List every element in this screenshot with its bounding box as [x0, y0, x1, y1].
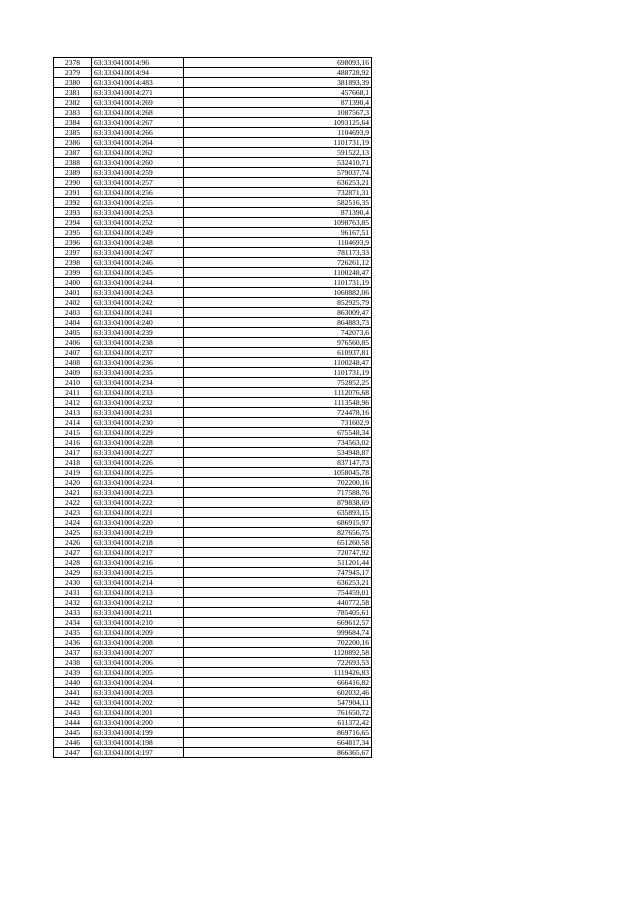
row-number-cell: 2380 [54, 78, 92, 88]
cadastral-number-cell: 63:33:0410014:268 [92, 108, 184, 118]
table-row [54, 688, 372, 698]
cadastral-value-cell: 732871,31 [184, 188, 372, 198]
row-number-cell: 2394 [54, 218, 92, 228]
row-number-cell: 2432 [54, 598, 92, 608]
cadastral-value-cell: 1104693,9 [184, 238, 372, 248]
cadastral-value-cell: 635893,15 [184, 508, 372, 518]
cadastral-number-cell: 63:33:0410014:233 [92, 388, 184, 398]
cadastral-value-cell: 579037,74 [184, 168, 372, 178]
table-row [54, 748, 372, 758]
cadastral-value-cell: 742073,6 [184, 328, 372, 338]
cadastral-number-cell: 63:33:0410014:255 [92, 198, 184, 208]
cadastral-value-cell: 827656,75 [184, 528, 372, 538]
table-row [54, 458, 372, 468]
cadastral-value-cell: 610937,81 [184, 348, 372, 358]
row-number-cell: 2378 [54, 58, 92, 68]
table-row [54, 418, 372, 428]
cadastral-value-cell: 871390,4 [184, 98, 372, 108]
cadastral-value-cell: 866365,67 [184, 748, 372, 758]
table-row [54, 178, 372, 188]
table-row [54, 98, 372, 108]
cadastral-value-cell: 1058045,78 [184, 468, 372, 478]
table-row [54, 548, 372, 558]
cadastral-value-cell: 752852,25 [184, 378, 372, 388]
cadastral-value-cell: 611372,42 [184, 718, 372, 728]
row-number-cell: 2384 [54, 118, 92, 128]
cadastral-value-cell: 717588,76 [184, 488, 372, 498]
row-number-cell: 2407 [54, 348, 92, 358]
cadastral-number-cell: 63:33:0410014:198 [92, 738, 184, 748]
table-body [54, 58, 372, 758]
row-number-cell: 2406 [54, 338, 92, 348]
cadastral-number-cell: 63:33:0410014:203 [92, 688, 184, 698]
cadastral-value-cell: 837147,73 [184, 458, 372, 468]
row-number-cell: 2440 [54, 678, 92, 688]
table-row [54, 158, 372, 168]
cadastral-number-cell: 63:33:0410014:215 [92, 568, 184, 578]
cadastral-number-cell: 63:33:0410014:234 [92, 378, 184, 388]
cadastral-value-cell: 722693,53 [184, 658, 372, 668]
row-number-cell: 2392 [54, 198, 92, 208]
table-row [54, 78, 372, 88]
cadastral-number-cell: 63:33:0410014:200 [92, 718, 184, 728]
table-row [54, 288, 372, 298]
row-number-cell: 2418 [54, 458, 92, 468]
cadastral-number-cell: 63:33:0410014:223 [92, 488, 184, 498]
table-row [54, 118, 372, 128]
row-number-cell: 2402 [54, 298, 92, 308]
cadastral-value-cell: 651260,58 [184, 538, 372, 548]
cadastral-number-cell: 63:33:0410014:256 [92, 188, 184, 198]
cadastral-number-cell: 63:33:0410014:230 [92, 418, 184, 428]
table-row [54, 718, 372, 728]
cadastral-number-cell: 63:33:0410014:199 [92, 728, 184, 738]
cadastral-value-cell: 534948,87 [184, 448, 372, 458]
row-number-cell: 2381 [54, 88, 92, 98]
cadastral-number-cell: 63:33:0410014:208 [92, 638, 184, 648]
cadastral-number-cell: 63:33:0410014:257 [92, 178, 184, 188]
cadastral-value-cell: 785405,61 [184, 608, 372, 618]
cadastral-number-cell: 63:33:0410014:252 [92, 218, 184, 228]
cadastral-number-cell: 63:33:0410014:239 [92, 328, 184, 338]
cadastral-value-cell: 754459,01 [184, 588, 372, 598]
cadastral-number-cell: 63:33:0410014:218 [92, 538, 184, 548]
row-number-cell: 2421 [54, 488, 92, 498]
cadastral-number-cell: 63:33:0410014:241 [92, 308, 184, 318]
cadastral-value-cell: 761650,72 [184, 708, 372, 718]
cadastral-value-cell: 1120892,58 [184, 648, 372, 658]
cadastral-number-cell: 63:33:0410014:483 [92, 78, 184, 88]
cadastral-value-cell: 852925,79 [184, 298, 372, 308]
cadastral-number-cell: 63:33:0410014:238 [92, 338, 184, 348]
cadastral-value-cell: 1112076,68 [184, 388, 372, 398]
row-number-cell: 2422 [54, 498, 92, 508]
row-number-cell: 2426 [54, 538, 92, 548]
row-number-cell: 2400 [54, 278, 92, 288]
row-number-cell: 2443 [54, 708, 92, 718]
cadastral-number-cell: 63:33:0410014:247 [92, 248, 184, 258]
table-row [54, 148, 372, 158]
row-number-cell: 2379 [54, 68, 92, 78]
row-number-cell: 2414 [54, 418, 92, 428]
row-number-cell: 2408 [54, 358, 92, 368]
table-row [54, 278, 372, 288]
table-row [54, 578, 372, 588]
row-number-cell: 2405 [54, 328, 92, 338]
table-row [54, 58, 372, 68]
row-number-cell: 2397 [54, 248, 92, 258]
cadastral-number-cell: 63:33:0410014:206 [92, 658, 184, 668]
table-row [54, 618, 372, 628]
cadastral-number-cell: 63:33:0410014:269 [92, 98, 184, 108]
cadastral-value-cell: 698093,16 [184, 58, 372, 68]
cadastral-value-cell: 747945,17 [184, 568, 372, 578]
row-number-cell: 2383 [54, 108, 92, 118]
cadastral-value-cell: 879838,69 [184, 498, 372, 508]
cadastral-number-cell: 63:33:0410014:249 [92, 228, 184, 238]
cadastral-number-cell: 63:33:0410014:248 [92, 238, 184, 248]
row-number-cell: 2398 [54, 258, 92, 268]
cadastral-number-cell: 63:33:0410014:228 [92, 438, 184, 448]
cadastral-number-cell: 63:33:0410014:94 [92, 68, 184, 78]
cadastral-number-cell: 63:33:0410014:259 [92, 168, 184, 178]
cadastral-number-cell: 63:33:0410014:267 [92, 118, 184, 128]
row-number-cell: 2390 [54, 178, 92, 188]
table-row [54, 188, 372, 198]
cadastral-number-cell: 63:33:0410014:217 [92, 548, 184, 558]
row-number-cell: 2415 [54, 428, 92, 438]
cadastral-value-cell: 734563,02 [184, 438, 372, 448]
row-number-cell: 2391 [54, 188, 92, 198]
table-row [54, 268, 372, 278]
row-number-cell: 2410 [54, 378, 92, 388]
table-row [54, 498, 372, 508]
cadastral-number-cell: 63:33:0410014:235 [92, 368, 184, 378]
cadastral-value-cell: 863009,47 [184, 308, 372, 318]
cadastral-number-cell: 63:33:0410014:216 [92, 558, 184, 568]
cadastral-value-cell: 591522,13 [184, 148, 372, 158]
cadastral-value-cell: 1104693,9 [184, 128, 372, 138]
cadastral-number-cell: 63:33:0410014:227 [92, 448, 184, 458]
cadastral-value-cell: 871390,4 [184, 208, 372, 218]
table-row [54, 678, 372, 688]
table-row [54, 568, 372, 578]
cadastral-value-cell: 1060882,06 [184, 288, 372, 298]
cadastral-number-cell: 63:33:0410014:231 [92, 408, 184, 418]
cadastral-value-cell: 726261,12 [184, 258, 372, 268]
cadastral-number-cell: 63:33:0410014:211 [92, 608, 184, 618]
cadastral-value-cell: 582516,35 [184, 198, 372, 208]
row-number-cell: 2416 [54, 438, 92, 448]
table-row [54, 238, 372, 248]
table-row [54, 68, 372, 78]
cadastral-value-cell: 702200,16 [184, 638, 372, 648]
row-number-cell: 2444 [54, 718, 92, 728]
cadastral-value-cell: 1087567,3 [184, 108, 372, 118]
row-number-cell: 2385 [54, 128, 92, 138]
table-row [54, 528, 372, 538]
table-row [54, 478, 372, 488]
table-row [54, 128, 372, 138]
row-number-cell: 2439 [54, 668, 92, 678]
row-number-cell: 2431 [54, 588, 92, 598]
cadastral-value-cell: 457668,1 [184, 88, 372, 98]
cadastral-number-cell: 63:33:0410014:242 [92, 298, 184, 308]
cadastral-value-cell: 440772,58 [184, 598, 372, 608]
cadastral-value-cell: 602032,46 [184, 688, 372, 698]
table-row [54, 228, 372, 238]
table-row [54, 258, 372, 268]
cadastral-number-cell: 63:33:0410014:266 [92, 128, 184, 138]
table-row [54, 368, 372, 378]
cadastral-value-cell: 864883,73 [184, 318, 372, 328]
row-number-cell: 2442 [54, 698, 92, 708]
cadastral-value-table [53, 57, 372, 758]
row-number-cell: 2436 [54, 638, 92, 648]
table-row [54, 628, 372, 638]
row-number-cell: 2393 [54, 208, 92, 218]
row-number-cell: 2428 [54, 558, 92, 568]
table-row [54, 598, 372, 608]
cadastral-number-cell: 63:33:0410014:232 [92, 398, 184, 408]
table-row [54, 248, 372, 258]
table-row [54, 348, 372, 358]
cadastral-value-cell: 1093125,64 [184, 118, 372, 128]
table-row [54, 198, 372, 208]
row-number-cell: 2411 [54, 388, 92, 398]
cadastral-value-cell: 511201,44 [184, 558, 372, 568]
cadastral-value-cell: 547904,11 [184, 698, 372, 708]
table-row [54, 88, 372, 98]
row-number-cell: 2424 [54, 518, 92, 528]
cadastral-number-cell: 63:33:0410014:226 [92, 458, 184, 468]
cadastral-value-cell: 96167,51 [184, 228, 372, 238]
table-row [54, 108, 372, 118]
cadastral-value-cell: 669612,57 [184, 618, 372, 628]
cadastral-number-cell: 63:33:0410014:244 [92, 278, 184, 288]
table-row [54, 358, 372, 368]
row-number-cell: 2420 [54, 478, 92, 488]
cadastral-value-cell: 976560,85 [184, 338, 372, 348]
table-row [54, 168, 372, 178]
table-row [54, 428, 372, 438]
row-number-cell: 2437 [54, 648, 92, 658]
row-number-cell: 2423 [54, 508, 92, 518]
row-number-cell: 2427 [54, 548, 92, 558]
cadastral-value-cell: 720747,92 [184, 548, 372, 558]
cadastral-value-cell: 381893,39 [184, 78, 372, 88]
table-row [54, 378, 372, 388]
row-number-cell: 2425 [54, 528, 92, 538]
cadastral-value-cell: 1113548,96 [184, 398, 372, 408]
table-row [54, 508, 372, 518]
cadastral-value-cell: 1119426,83 [184, 668, 372, 678]
table-row [54, 438, 372, 448]
row-number-cell: 2413 [54, 408, 92, 418]
cadastral-number-cell: 63:33:0410014:224 [92, 478, 184, 488]
row-number-cell: 2430 [54, 578, 92, 588]
table-row [54, 298, 372, 308]
table-row [54, 138, 372, 148]
cadastral-number-cell: 63:33:0410014:214 [92, 578, 184, 588]
cadastral-value-cell: 636253,21 [184, 178, 372, 188]
table-row [54, 398, 372, 408]
row-number-cell: 2401 [54, 288, 92, 298]
row-number-cell: 2446 [54, 738, 92, 748]
row-number-cell: 2386 [54, 138, 92, 148]
row-number-cell: 2434 [54, 618, 92, 628]
cadastral-value-cell: 731602,9 [184, 418, 372, 428]
cadastral-number-cell: 63:33:0410014:240 [92, 318, 184, 328]
cadastral-value-cell: 999684,74 [184, 628, 372, 638]
cadastral-number-cell: 63:33:0410014:245 [92, 268, 184, 278]
table-row [54, 208, 372, 218]
row-number-cell: 2387 [54, 148, 92, 158]
cadastral-value-cell: 1098763,85 [184, 218, 372, 228]
row-number-cell: 2388 [54, 158, 92, 168]
cadastral-number-cell: 63:33:0410014:243 [92, 288, 184, 298]
cadastral-number-cell: 63:33:0410014:221 [92, 508, 184, 518]
row-number-cell: 2396 [54, 238, 92, 248]
row-number-cell: 2445 [54, 728, 92, 738]
cadastral-number-cell: 63:33:0410014:96 [92, 58, 184, 68]
table-row [54, 728, 372, 738]
cadastral-number-cell: 63:33:0410014:213 [92, 588, 184, 598]
row-number-cell: 2417 [54, 448, 92, 458]
cadastral-value-cell: 664817,34 [184, 738, 372, 748]
table-row [54, 468, 372, 478]
cadastral-value-cell: 1101731,19 [184, 368, 372, 378]
cadastral-number-cell: 63:33:0410014:197 [92, 748, 184, 758]
cadastral-value-cell: 1101731,19 [184, 138, 372, 148]
row-number-cell: 2409 [54, 368, 92, 378]
cadastral-number-cell: 63:33:0410014:209 [92, 628, 184, 638]
row-number-cell: 2412 [54, 398, 92, 408]
table-row [54, 648, 372, 658]
cadastral-number-cell: 63:33:0410014:246 [92, 258, 184, 268]
cadastral-number-cell: 63:33:0410014:264 [92, 138, 184, 148]
cadastral-number-cell: 63:33:0410014:260 [92, 158, 184, 168]
row-number-cell: 2404 [54, 318, 92, 328]
table-row [54, 388, 372, 398]
table-row [54, 608, 372, 618]
cadastral-value-cell: 636253,21 [184, 578, 372, 588]
row-number-cell: 2429 [54, 568, 92, 578]
table-row [54, 698, 372, 708]
cadastral-number-cell: 63:33:0410014:210 [92, 618, 184, 628]
table-row [54, 708, 372, 718]
cadastral-number-cell: 63:33:0410014:237 [92, 348, 184, 358]
row-number-cell: 2395 [54, 228, 92, 238]
table-row [54, 518, 372, 528]
cadastral-number-cell: 63:33:0410014:236 [92, 358, 184, 368]
table-row [54, 218, 372, 228]
row-number-cell: 2438 [54, 658, 92, 668]
row-number-cell: 2389 [54, 168, 92, 178]
cadastral-number-cell: 63:33:0410014:212 [92, 598, 184, 608]
cadastral-number-cell: 63:33:0410014:201 [92, 708, 184, 718]
cadastral-number-cell: 63:33:0410014:222 [92, 498, 184, 508]
cadastral-number-cell: 63:33:0410014:225 [92, 468, 184, 478]
table-row [54, 328, 372, 338]
cadastral-value-cell: 1100248,47 [184, 358, 372, 368]
cadastral-number-cell: 63:33:0410014:229 [92, 428, 184, 438]
table-row [54, 448, 372, 458]
cadastral-value-cell: 869716,65 [184, 728, 372, 738]
row-number-cell: 2399 [54, 268, 92, 278]
cadastral-value-cell: 532410,71 [184, 158, 372, 168]
cadastral-number-cell: 63:33:0410014:205 [92, 668, 184, 678]
cadastral-value-cell: 666416,82 [184, 678, 372, 688]
row-number-cell: 2447 [54, 748, 92, 758]
table-row [54, 338, 372, 348]
cadastral-number-cell: 63:33:0410014:271 [92, 88, 184, 98]
cadastral-number-cell: 63:33:0410014:220 [92, 518, 184, 528]
cadastral-value-cell: 724478,16 [184, 408, 372, 418]
table-row [54, 318, 372, 328]
cadastral-value-cell: 1101731,19 [184, 278, 372, 288]
cadastral-value-cell: 1100248,47 [184, 268, 372, 278]
row-number-cell: 2441 [54, 688, 92, 698]
row-number-cell: 2419 [54, 468, 92, 478]
table-row [54, 588, 372, 598]
cadastral-number-cell: 63:33:0410014:207 [92, 648, 184, 658]
row-number-cell: 2382 [54, 98, 92, 108]
cadastral-value-cell: 781173,33 [184, 248, 372, 258]
table-row [54, 558, 372, 568]
cadastral-value-cell: 675548,34 [184, 428, 372, 438]
row-number-cell: 2435 [54, 628, 92, 638]
cadastral-number-cell: 63:33:0410014:202 [92, 698, 184, 708]
table-row [54, 488, 372, 498]
table-row [54, 658, 372, 668]
table-row [54, 538, 372, 548]
table-row [54, 668, 372, 678]
cadastral-number-cell: 63:33:0410014:219 [92, 528, 184, 538]
table-row [54, 738, 372, 748]
cadastral-number-cell: 63:33:0410014:262 [92, 148, 184, 158]
table-row [54, 638, 372, 648]
cadastral-value-cell: 702200,16 [184, 478, 372, 488]
cadastral-value-cell: 488728,92 [184, 68, 372, 78]
cadastral-number-cell: 63:33:0410014:204 [92, 678, 184, 688]
cadastral-number-cell: 63:33:0410014:253 [92, 208, 184, 218]
cadastral-value-cell: 686915,97 [184, 518, 372, 528]
row-number-cell: 2433 [54, 608, 92, 618]
table-row [54, 308, 372, 318]
table-row [54, 408, 372, 418]
row-number-cell: 2403 [54, 308, 92, 318]
